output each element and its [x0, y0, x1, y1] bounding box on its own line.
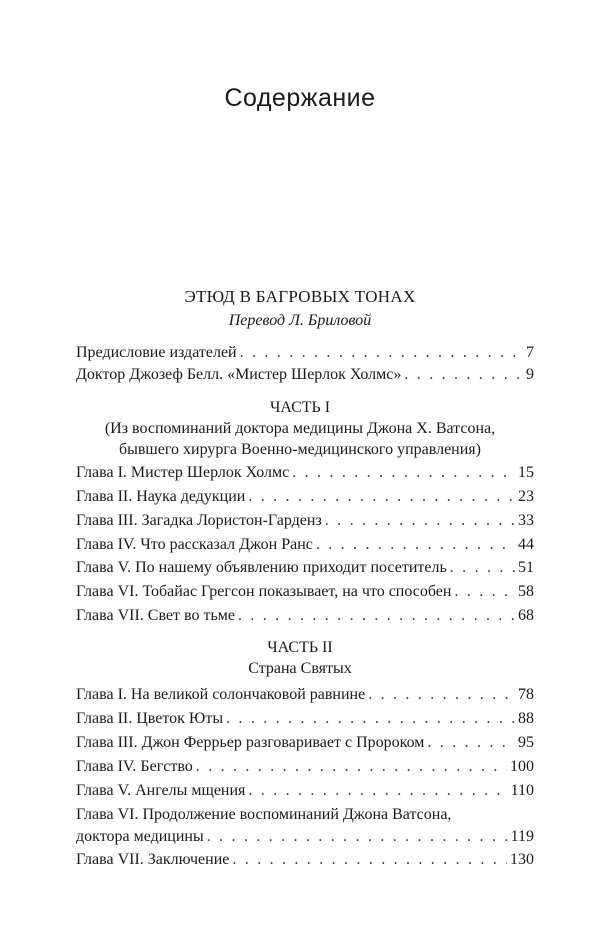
toc-entry-chapter[interactable]: [76, 708, 534, 730]
leader-dots: [248, 780, 507, 802]
toc-entry-title: Глава I. На великой солончаковой равнине: [76, 686, 366, 703]
leader-dots: [226, 708, 515, 730]
toc-entry-title: Глава III. Загадка Лористон-Гарденз: [76, 512, 322, 529]
toc-entry-page: 23: [518, 488, 534, 505]
leader-dots: [196, 756, 507, 778]
leader-dots: [207, 826, 508, 848]
part1-subtitle-line2: бывшего хирурга Военно-медицинского управления): [118, 441, 481, 458]
toc-entry-bell[interactable]: [76, 364, 534, 386]
toc-entry-page: 15: [518, 464, 534, 481]
toc-entry-chapter[interactable]: [76, 510, 534, 532]
leader-dots: [292, 462, 515, 484]
toc-entry-page: 95: [518, 734, 534, 751]
toc-entry-page: 7: [526, 344, 534, 361]
toc-entry-title: Предисловие издателей: [76, 344, 237, 361]
leader-dots: [427, 732, 515, 754]
part1-subtitle-line1: (Из воспоминаний доктора медицины Джона Х. Ватсона,: [104, 420, 496, 437]
leader-dots: [238, 605, 515, 627]
translator-credit: Перевод Л. Бриловой: [228, 312, 372, 329]
toc-entry-title: Глава II. Наука дедукции: [76, 488, 246, 505]
toc-entry-page: 100: [510, 758, 534, 775]
toc-entry-chapter[interactable]: [76, 486, 534, 508]
toc-entry-title: Глава IV. Что рассказал Джон Ранс: [76, 536, 313, 553]
toc-entry-page: 44: [518, 536, 534, 553]
toc-entry-title: Глава IV. Бегство: [76, 758, 193, 775]
leader-dots: [248, 486, 515, 508]
toc-entry-page: 119: [510, 828, 534, 845]
toc-entry-title: Глава VII. Свет во тьме: [76, 607, 235, 624]
toc-entry-page: 51: [518, 559, 534, 576]
leader-dots: [325, 510, 515, 532]
toc-entry-title: Глава V. По нашему объявлению приходит посетитель: [76, 559, 447, 576]
work-title: ЭТЮД В БАГРОВЫХ ТОНАХ: [184, 287, 416, 306]
toc-entry-chapter[interactable]: [76, 732, 534, 754]
toc-entry-chapter[interactable]: [76, 780, 534, 802]
leader-dots: [232, 849, 507, 871]
leader-dots: [368, 684, 515, 706]
toc-entry-page: 68: [518, 607, 534, 624]
toc-entry-chapter[interactable]: [76, 581, 534, 603]
toc-entry-page: 33: [518, 512, 534, 529]
toc-entry-chapter[interactable]: [76, 534, 534, 556]
toc-entry-chapter[interactable]: [76, 804, 534, 848]
toc-entry-page: 110: [510, 782, 534, 799]
toc-entry-preface[interactable]: [76, 342, 534, 364]
toc-entry-chapter[interactable]: [76, 684, 534, 706]
toc-entry-page: 88: [518, 710, 534, 727]
toc-entry-title: Глава VII. Заключение: [76, 851, 230, 868]
toc-entry-chapter[interactable]: [76, 605, 534, 627]
leader-dots: [240, 342, 521, 364]
leader-dots: [404, 364, 521, 386]
part2-subtitle: Страна Святых: [248, 660, 352, 677]
page-title: Содержание: [224, 84, 376, 112]
toc-entry-page: 130: [510, 851, 534, 868]
toc-entry-chapter[interactable]: [76, 849, 534, 871]
toc-entry-title-cont: доктора медицины: [76, 828, 204, 845]
toc-entry-title: Глава VI. Продолжение воспоминаний Джона Ватсона,: [76, 806, 452, 823]
part1-heading: ЧАСТЬ I: [269, 399, 331, 416]
toc-entry-title: Доктор Джозеф Белл. «Мистер Шерлок Холмс»: [76, 366, 402, 383]
toc-entry-chapter[interactable]: [76, 756, 534, 778]
toc-entry-page: 58: [518, 583, 534, 600]
toc-entry-page: 78: [518, 686, 534, 703]
leader-dots: [454, 581, 515, 603]
toc-entry-title: Глава V. Ангелы мщения: [76, 782, 246, 799]
toc-entry-page: 9: [526, 366, 534, 383]
toc-entry-chapter[interactable]: [76, 462, 534, 484]
toc-entry-title: Глава VI. Тобайас Грегсон показывает, на что способен: [76, 583, 452, 600]
toc-entry-title: Глава II. Цветок Юты: [76, 710, 224, 727]
leader-dots: [316, 534, 515, 556]
toc-entry-title: Глава I. Мистер Шерлок Холмс: [76, 464, 290, 481]
toc-entry-title: Глава III. Джон Феррьер разговаривает с Пророком: [76, 734, 425, 751]
part2-heading: ЧАСТЬ II: [267, 639, 333, 656]
toc-entry-chapter[interactable]: [76, 557, 534, 579]
leader-dots: [450, 557, 515, 579]
